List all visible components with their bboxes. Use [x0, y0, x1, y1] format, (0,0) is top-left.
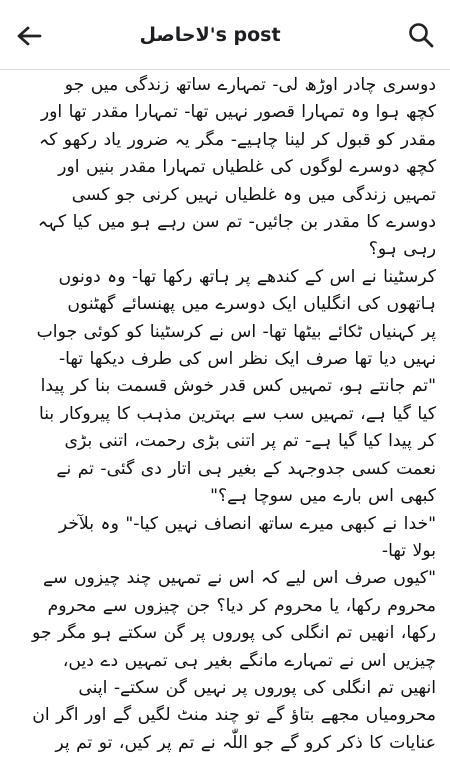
- post-text-line: محرومیاں مجھے بتاؤ گے تو چند منٹ لگیں گے اور اگر ان: [32, 705, 436, 726]
- post-text-line: محروم رکھا، یا محروم کر دیا؟ جن چیزوں سے محروم: [47, 595, 436, 616]
- post-text-line: کچھ ہوا وہ تمہارا قصور نہیں تھا- تمہارا مقدر تھا اور: [40, 102, 436, 123]
- back-button[interactable]: [10, 17, 48, 55]
- post-text-line: دوسری چادر اوڑھ لی- تمہارے ساتھ زندگی میں جو: [64, 75, 436, 95]
- page-title: لاحاصل's post: [139, 24, 281, 46]
- post-text-line: دوسرے کا مقدر بن جائیں- تم سن رہے ہو میں کیا کہہ: [37, 212, 436, 233]
- post-text-line: عنایات کا ذکر کرو گے جو اللّٰہ نے تم پر کیں، تو تم پر: [55, 732, 436, 753]
- post-text-line: چیزیں اس نے تمہارے مانگے بغیر ہی تمہیں دے دیں،: [62, 650, 436, 671]
- post-text-line: رہی ہو؟: [368, 239, 436, 260]
- post-text-line: بولا تھا-: [381, 540, 436, 561]
- post-text-line: "تم جانتے ہو، تمہیں کس قدر خوش قسمت بنا کر پیدا: [40, 376, 436, 397]
- post-body: [16, 72, 436, 757]
- post-text-line: انھیں تم انگلی کی پوروں پر نہیں گن سکتے- اپنی: [78, 677, 436, 698]
- arrow-left-icon: [16, 25, 42, 47]
- post-text-line: کبھی اس بارے میں سوچا ہے؟": [210, 486, 436, 507]
- post-text-line: مقدر کو قبول کر لینا چاہیے- مگر یہ ضرور یاد رکھو کہ: [39, 129, 436, 150]
- post-text-line: پر کہنیاں ٹکائے بیٹھا تھا- اس نے کرسٹینا کو کوئی جواب: [36, 321, 436, 342]
- post-text-line: "کیوں صرف اس لیے کہ اس نے تمہیں چند چیزوں سے: [42, 568, 436, 589]
- post-text-line: کرسٹینا نے اس کے کندھے پر ہاتھ رکھا تھا- وہ دونوں: [58, 266, 436, 287]
- search-icon: [408, 22, 434, 48]
- post-text-line: نعمت کسی جدوجہد کے بغیر ہی اتار دی گئی- تم نے: [56, 458, 436, 479]
- search-button[interactable]: [402, 16, 440, 54]
- post-text-line: "خدا نے کبھی میرے ساتھ انصاف نہیں کیا-" وہ بلآخر: [58, 513, 436, 534]
- post-content: [0, 72, 450, 753]
- post-text-line: رکھا، انھیں تم انگلی کی پوروں پر گن سکتے ہو مگر جو: [31, 623, 436, 644]
- post-text-line: کیا گیا ہے، تمہیں سب سے بہترین مذہب کا پیروکار بنا: [38, 403, 436, 424]
- post-text-line: ہاتھوں کی انگلیاں ایک دوسرے میں پھنسائے گھٹنوں: [67, 294, 436, 315]
- post-text-line: تمہیں زندگی میں وہ غلطیاں نہیں کرنی جو کسی: [71, 184, 436, 205]
- app-bar: [0, 0, 450, 70]
- post-text-line: کر پیدا کیا گیا ہے- تم پر اتنی بڑی رحمت، اتنی بڑی: [64, 431, 436, 452]
- post-text-line: نہیں دیا تھا صرف ایک نظر اس کی طرف دیکھا تھا-: [58, 349, 436, 370]
- post-text-line: کچھ دوسرے لوگوں کی غلطیاں تمہارا مقدر بنیں اور: [58, 157, 436, 178]
